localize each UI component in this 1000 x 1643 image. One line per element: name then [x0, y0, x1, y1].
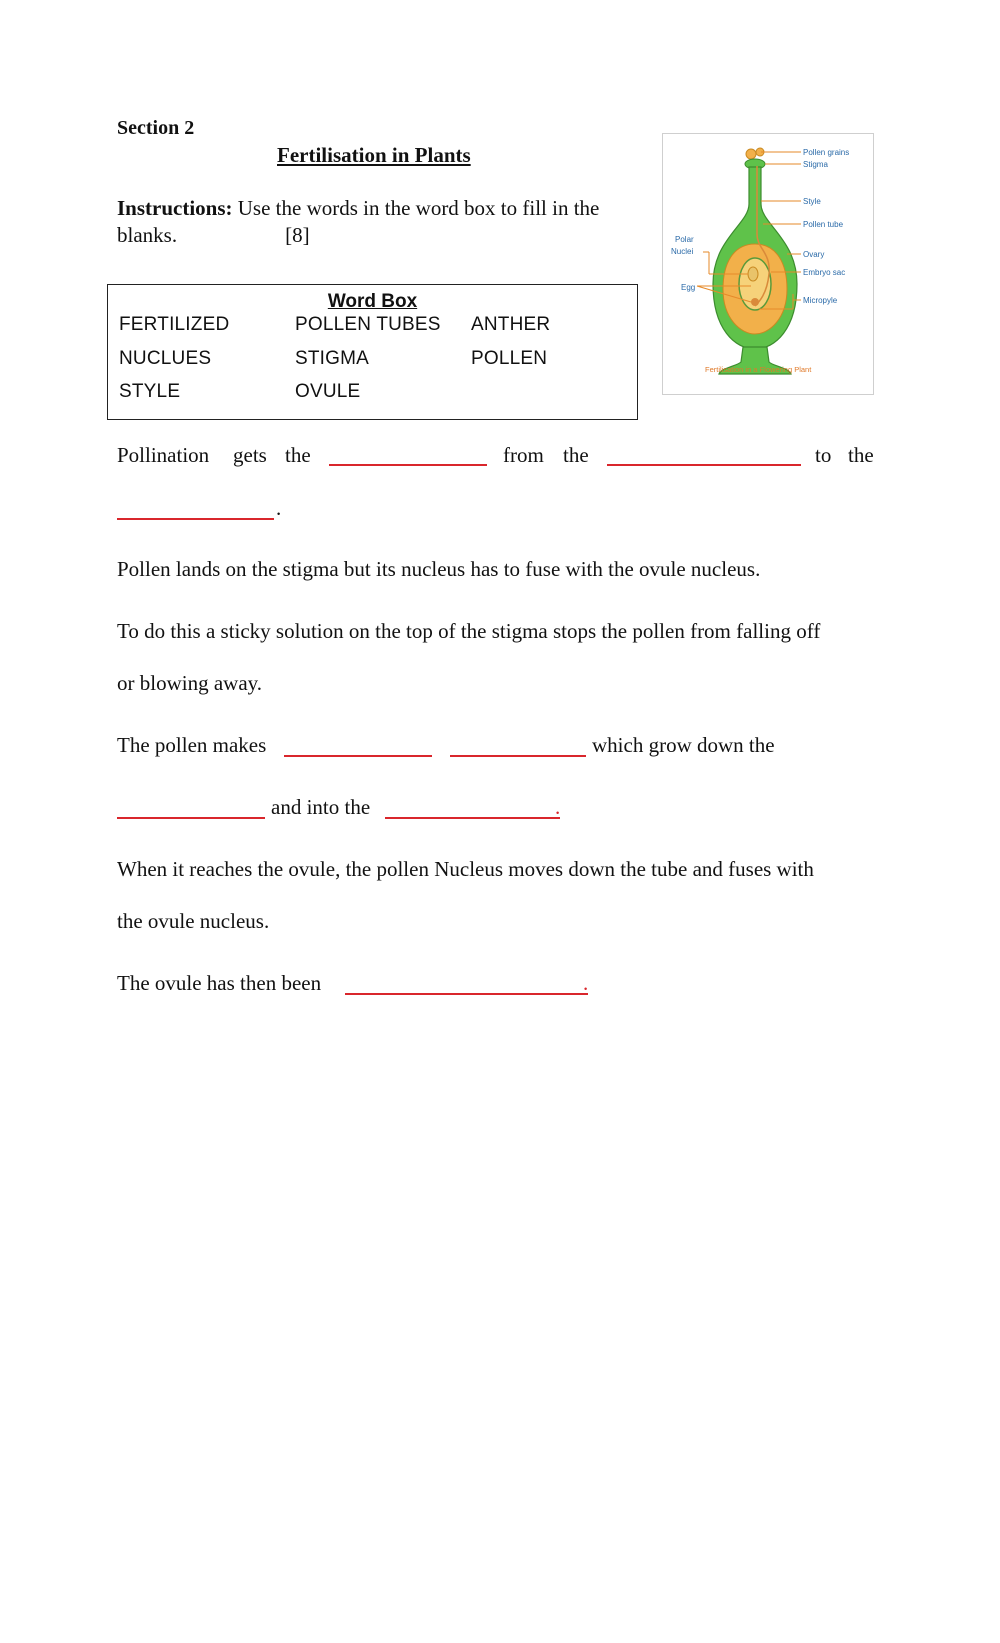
instructions-marks: [8] [285, 223, 310, 247]
label-nuclei: Nuclei [671, 247, 694, 256]
blank-input[interactable] [284, 755, 432, 757]
word-style: STYLE [119, 381, 181, 402]
instructions-text: Use the words in the word box to fill in the blanks. [117, 196, 600, 247]
word-nuclues: NUCLUES [119, 348, 212, 369]
blank-input[interactable] [117, 817, 265, 819]
blank-input[interactable] [450, 755, 586, 757]
page-title: Fertilisation in Plants [277, 143, 471, 167]
pollen-grain-shape [746, 149, 756, 159]
label-polar: Polar [675, 235, 694, 244]
q1-period: . [276, 496, 282, 520]
q1-word: the [563, 443, 589, 467]
q1-word: the [285, 443, 311, 467]
q1-word: Pollination [117, 443, 210, 467]
flower-fertilisation-diagram [662, 133, 874, 395]
paragraph-sticky-solution: To do this a sticky solution on the top of the stigma stops the pollen from falling off [117, 619, 821, 643]
instructions-label: Instructions: [117, 196, 233, 220]
word-box-title: Word Box [327, 291, 418, 312]
label-pollen-grains: Pollen grains [803, 148, 850, 157]
blank-input[interactable] [385, 817, 560, 819]
q2-mid-text: and into the [271, 795, 371, 819]
word-pollen: POLLEN [471, 348, 548, 369]
paragraph-pollen-lands: Pollen lands on the stigma but its nucleus has to fuse with the ovule nucleus. [117, 557, 761, 581]
label-embryo-sac: Embryo sac [803, 268, 846, 277]
paragraph-sticky-solution-cont: or blowing away. [117, 671, 263, 695]
instructions [117, 195, 657, 249]
word-fertilized: FERTILIZED [119, 314, 230, 335]
word-pollen-tubes: POLLEN TUBES [295, 314, 441, 335]
q2-end-text: which grow down the [592, 733, 775, 757]
word-anther: ANTHER [471, 314, 551, 335]
blank-input[interactable] [329, 464, 487, 466]
label-style: Style [803, 197, 821, 206]
paragraph-reaches-ovule-cont: the ovule nucleus. [117, 909, 270, 933]
q3-start-text: The ovule has then been [117, 971, 322, 995]
section-label: Section 2 [117, 117, 195, 139]
polar-nuclei-shape [748, 267, 758, 281]
q1-word: the [848, 443, 874, 467]
blank-input[interactable] [345, 993, 588, 995]
label-micropyle: Micropyle [803, 296, 838, 305]
word-ovule: OVULE [295, 381, 361, 402]
blank-input[interactable] [117, 518, 274, 520]
blank-input[interactable] [607, 464, 801, 466]
q2-start-text: The pollen makes [117, 733, 267, 757]
paragraph-reaches-ovule: When it reaches the ovule, the pollen Nucleus moves down the tube and fuses with [117, 857, 814, 881]
label-egg: Egg [681, 283, 696, 292]
label-stigma: Stigma [803, 160, 828, 169]
q1-word: gets [233, 443, 267, 467]
label-ovary: Ovary [803, 250, 825, 259]
word-box [107, 284, 638, 420]
flower-diagram-svg [663, 134, 873, 394]
word-stigma: STIGMA [295, 348, 370, 369]
q1-word: to [815, 443, 832, 467]
q1-word: from [503, 443, 544, 467]
diagram-caption: Fertilisation in a Flowering Plant [705, 365, 812, 374]
label-pollen-tube: Pollen tube [803, 220, 844, 229]
q3-period: . [583, 971, 589, 995]
q2-period: . [555, 795, 561, 819]
